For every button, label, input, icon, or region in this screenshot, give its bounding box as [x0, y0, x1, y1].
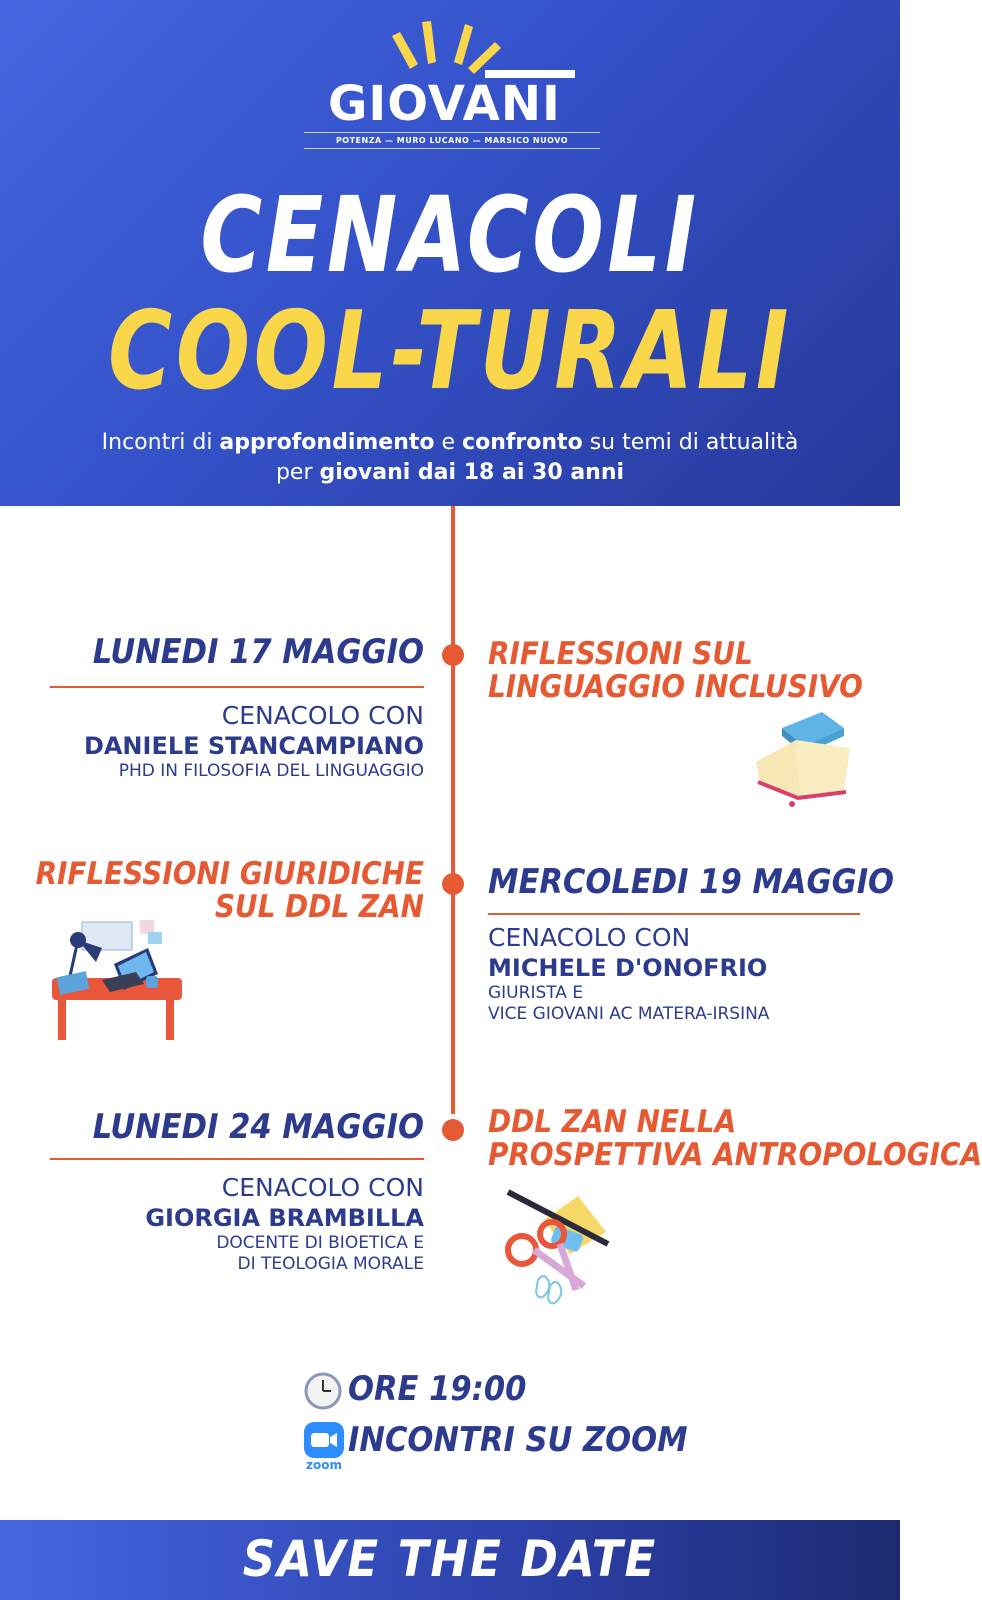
zoom-label: zoom — [306, 1458, 342, 1472]
speaker-name: DANIELE STANCAMPIANO — [83, 732, 424, 760]
event-speaker-block — [145, 1172, 424, 1275]
speaker-role: PHD IN FILOSOFIA DEL LINGUAGGIO — [118, 761, 424, 781]
event-speaker-block — [84, 700, 424, 782]
speaker-intro: CENACOLO CON — [221, 701, 424, 730]
speaker-name: GIORGIA BRAMBILLA — [145, 1204, 424, 1232]
timeline-dot — [442, 1119, 464, 1141]
event-speaker-block — [488, 922, 769, 1025]
save-the-date: SAVE THE DATE — [242, 1530, 658, 1588]
timeline-dot — [442, 644, 464, 666]
speaker-role: DI TEOLOGIA MORALE — [237, 1254, 424, 1274]
speaker-name: MICHELE D'ONOFRIO — [488, 954, 768, 982]
footer-banner — [0, 1520, 900, 1600]
sun-rays-icon — [370, 14, 520, 74]
clock-icon — [304, 1372, 342, 1410]
title-line-1: CENACOLI — [200, 174, 700, 296]
desk-icon — [48, 918, 188, 1048]
speaker-intro: CENACOLO CON — [221, 1173, 424, 1202]
subtitle: Incontri di approfondimento e confronto su temi di attualità per giovani dai 18 ai 30 anni — [101, 430, 799, 485]
giovani-logo — [290, 14, 610, 154]
meeting-time: ORE 19:00 — [348, 1369, 527, 1409]
meeting-platform: INCONTRI SU ZOOM — [348, 1420, 688, 1460]
speaker-role: DOCENTE DI BIOETICA E — [216, 1233, 424, 1253]
event-topic: RIFLESSIONI GIURIDICHE SUL DDL ZAN — [35, 856, 424, 925]
logo-text: GIOVANI — [328, 76, 561, 132]
divider — [50, 1158, 424, 1160]
timeline-line — [451, 506, 455, 1114]
header-banner — [0, 0, 900, 506]
stationery-icon — [494, 1190, 624, 1320]
zoom-icon — [302, 1422, 346, 1474]
speaker-role: VICE GIOVANI AC MATERA-IRSINA — [488, 1004, 770, 1024]
event-topic: DDL ZAN NELLA PROSPETTIVA ANTROPOLOGICA — [488, 1104, 982, 1173]
speaker-intro: CENACOLO CON — [488, 923, 691, 952]
title-line-2: COOL-TURALI — [107, 289, 793, 414]
timeline-dot — [442, 873, 464, 895]
divider — [50, 686, 424, 688]
event-date: LUNEDI 17 MAGGIO — [92, 632, 424, 672]
event-topic: RIFLESSIONI SUL LINGUAGGIO INCLUSIVO — [488, 636, 863, 705]
speaker-role: GIURISTA E — [488, 983, 584, 1003]
event-date: MERCOLEDI 19 MAGGIO — [488, 862, 895, 902]
logo-places: POTENZA — MURO LUCANO — MARSICO NUOVO — [304, 132, 600, 149]
event-date: LUNEDI 24 MAGGIO — [92, 1107, 424, 1147]
divider — [488, 913, 860, 915]
books-icon — [752, 708, 862, 808]
